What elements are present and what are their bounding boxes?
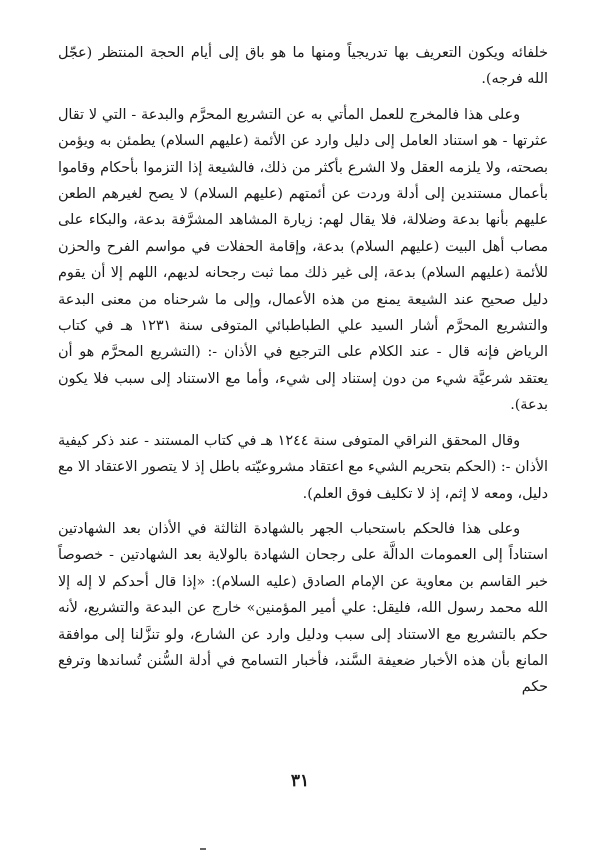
paragraph-4: وعلى هذا فالحكم باستحباب الجهر بالشهادة الثالثة في الأذان بعد الشهادتين استناداً إلى العمومات الدالَّة على رجحان الشهادة بالولاية بعد الشهادتين - خصوصاً خبر القاسم بن معاوية عن الإمام الصادق (عليه السلام): «إذا قال أحدكم لا إله إلا الله محمد رسول الله، فليقل: علي أمير المؤمنين» خارج عن البدعة والتشريع، لأنه حكم بالتشريع مع الاستناد إلى سبب ودليل وارد عن الشارع، ولو تنزَّلنا إلى موافقة المانع بأن هذه الأخبار ضعيفة السَّند، فأخبار التسامح في أدلة السُّنن تُساندها وترفع حكم — [58, 520, 548, 696]
page-body — [58, 40, 548, 701]
paragraph-1: خلفائه ويكون التعريف بها تدريجياً ومنها ما هو باق إلى أيام الحجة المنتظر (عجّل الله فرجه). — [58, 45, 548, 88]
scan-mark — [200, 848, 206, 850]
page-number: ٣١ — [290, 771, 310, 791]
paragraph-3: وقال المحقق النراقي المتوفى سنة ١٢٤٤ هـ في كتاب المستند - عند ذكر كيفية الأذان -: (الحكم بتحريم الشيء مع اعتقاد مشروعيّته باطل إذ لا يتصور الاعتقاد الا مع دليل، ومعه لا إثم، إذ لا تكليف فوق العلم). — [58, 432, 548, 502]
paragraph-2: وعلى هذا فالمخرج للعمل المأتي به عن التشريع المحرَّم والبدعة - التي لا تقال عثرتها - هو استناد العامل إلى دليل وارد عن الأئمة (عليهم السلام) يطمئن به ويؤمن بصحته، ولا يلزمه العقل ولا الشرع بأكثر من ذلك، فالشيعة إذا التزموا بأحكام وقاموا بأعمال مستندين إلى أدلة وردت عن أئمتهم (عليهم السلام) لا يصح لغيرهم الطعن عليهم بأنها بدعة وضلالة، فلا يقال لهم: زيارة المشاهد المشرَّفة بدعة، والبكاء على مصاب أهل البيت (عليهم السلام) بدعة، وإقامة الحفلات في مواسم الفرح والحزن للأئمة (عليهم السلام) بدعة، إلى غير ذلك مما ثبت رجحانه لديهم، اللهم إلا أن يقوم دليل صحيح عند الشيعة يمنع من هذه الأعمال، وإلى ما شرحناه من معنى البدعة والتشريع المحرَّم أشار السيد علي الطباطبائي المتوفى سنة ١٢٣١ هـ في كتاب الرياض فإنه قال - عند الكلام على الترجيع في الأذان -: (التشريع المحرَّم هو أن يعتقد شرعيَّة شيء من دون إستناد إلى شيء، وأما مع الاستناد إلى سبب فلا يكون بدعة). — [58, 106, 548, 414]
